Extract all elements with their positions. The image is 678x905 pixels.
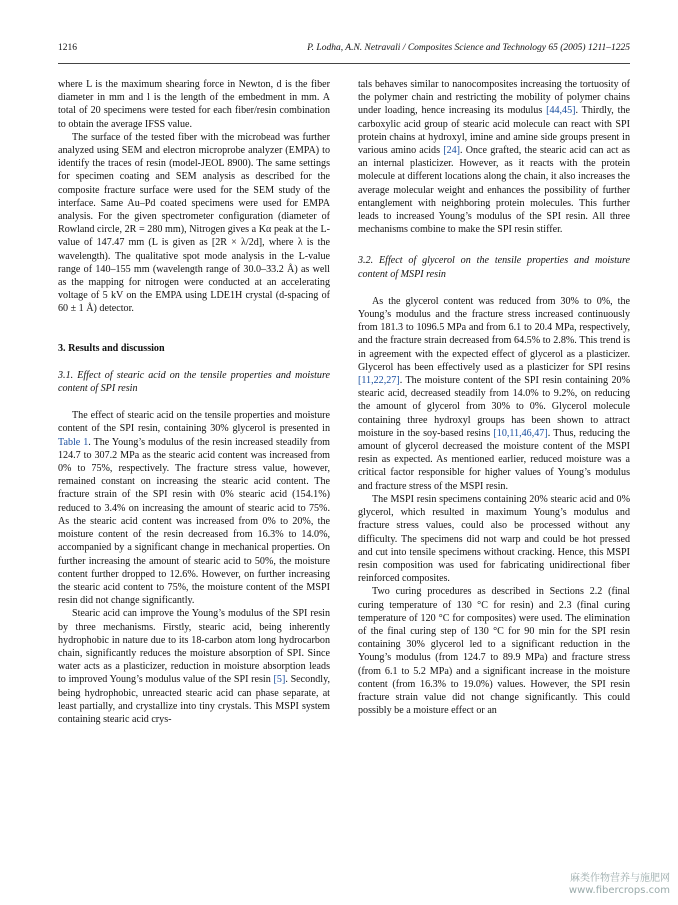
paragraph-text: . Thus, reducing the amount of glycerol decreased the moisture content of the MSPI resin as expected. As mentioned earlier, reduced moisture was a critical factor responsible for higher values of Young’s modulus and fracture stress of the MSPI resin.	[358, 427, 630, 492]
paragraph: The MSPI resin specimens containing 20% stearic acid and 0% glycerol, which resulted in maximum Young’s modulus and fracture stress values, could also be processed without any difficulty. The specimens did not warp and could be hot pressed and cut into tensile specimens without cracking. Hence, this MSPI resin composition was used for fabricating unidirectional fiber reinforced composites.	[358, 493, 630, 585]
paragraph-text: . Once grafted, the stearic acid can act as an internal plasticizer. However, as it reacts with the protein molecule at different locations along the chain, it also increases the average molecular weight and enhances the possibility of further entanglement with neighboring protein molecules. This further leads to increased Young’s modulus of the SPI resin. All three mechanisms combine to make the SPI resin stiffer.	[358, 145, 630, 236]
paragraph	[58, 409, 330, 607]
paragraph-text: . Thirdly, the carboxylic acid group of stearic acid molecule can react with SPI protein chains at hydroxyl, imine and amine side groups present in various amino acids	[358, 105, 630, 157]
running-header	[58, 43, 630, 57]
paragraph: The surface of the tested fiber with the microbead was further analyzed using SEM and electron microprobe analyzer (EMPA) to identify the traces of resin (model-JEOL 8900). The same settings for specimen coating and SEM analysis as described for the composite fracture surface were used for the SEM study of the interface. Same Au–Pd coated specimens were used for EMPA analysis. For the given spectrometer configuration (diameter of Rowland circle, 2R = 280 mm), Nitrogen gives a Kα peak at the L-value of 147.47 mm (L is given as [2R × λ/2d], where λ is the wavelength). The qualitative spot mode analysis in the L-value range of 140–155 mm (wavelength range of 30.0–33.2 Å) as well as the mapping for nitrogen were conducted at an accelerating voltage of 5 kV on the EMPA using LDE1H crystal (d-spacing of 60 ± 1 Å) detector.	[58, 131, 330, 315]
paragraph	[58, 607, 330, 726]
subsection-heading: 3.2. Effect of glycerol on the tensile properties and moisture content of MSPI resin	[358, 255, 630, 280]
paragraph-text: Stearic acid can improve the Young’s modulus of the SPI resin by three mechanisms. Firstly, stearic acid, being inherently hydrophobic in nature due to its 18-carbon atom long hydrocarbon chain, significantly reduces the moisture absorption of SPI. Since water acts as a plasticizer, reduction in moisture absorption leads to improved Young’s modulus value of the SPI resin	[58, 608, 330, 686]
paragraph-text: tals behaves similar to nanocomposites increasing the tortuosity of the polymer chain and restricting the mobility of polymer chains under loading, hence increasing its modulus	[358, 79, 630, 117]
citation-link[interactable]: [44,45]	[546, 105, 576, 117]
page-number: 1216	[58, 43, 77, 53]
citation-link[interactable]: [10,11,46,47]	[493, 427, 548, 439]
paragraph: Two curing procedures as described in Sections 2.2 (final curing temperature of 130 °C for resin) and 2.3 (final curing temperature of 120 °C for composites) were used. The elimination of the final curing step of 130 °C for 90 min for the SPI resin containing 30% glycerol led to a significant reduction in the Young’s modulus (from 124.7 to 89.9 MPa) and fracture stress (from 6.1 to 5.2 MPa) and a significant increase in the moisture content (from 16.3% to 19.0%) values. However, the SPI resin fracture strain value did not change significantly. This could possibly be a moisture effect or an	[358, 586, 630, 717]
paragraph	[358, 78, 630, 236]
paragraph	[358, 295, 630, 493]
paragraph-text: . The moisture content of the SPI resin containing 20% stearic acid, decreased steadily from 14.0% to 9.2%, on reducing the amount of glycerol from 30% to 0%. Glycerol molecule containing three hydroxyl groups has been shown to attract moisture in the soy-based resins	[358, 375, 630, 439]
right-column	[358, 78, 630, 717]
citation-link[interactable]: [5]	[273, 674, 286, 686]
running-title: P. Lodha, A.N. Netravali / Composites Science and Technology 65 (2005) 1211–1225	[307, 43, 630, 53]
paragraph: where L is the maximum shearing force in Newton, d is the fiber diameter in mm and l is the length of the embedment in mm. A total of 20 specimens were tested for each fiber/resin combination to obtain the average IFSS value.	[58, 79, 330, 130]
paragraph-text: . Secondly, being hydrophobic, unreacted stearic acid can phase separate, at least partially, and crystallize into tiny crystals. This MSPI system containing stearic acid crys-	[58, 674, 331, 725]
header-rule	[58, 63, 630, 64]
table-link[interactable]: Table 1	[58, 436, 89, 448]
watermark-line: www.fibercrops.com	[568, 885, 670, 896]
citation-link[interactable]: [24]	[443, 145, 461, 157]
paragraph-text: The effect of stearic acid on the tensile properties and moisture content of the SPI resin, containing 30% glycerol is presented in	[58, 410, 330, 435]
watermark-line: 麻类作物营养与施肥网	[570, 873, 670, 884]
paragraph-text: As the glycerol content was reduced from 30% to 0%, the Young’s modulus and the fracture stress increased continuously from 181.3 to 1096.5 MPa and from 6.1 to 20.4 MPa, respectively, and the fracture strain decreased from 64.5% to 2.8%. This trend is in agreement with the expected effect of glycerol as a plasticizer. Glycerol has been effectively used as a plasticizer for SPI resins	[358, 295, 630, 373]
subsection-heading: 3.1. Effect of stearic acid on the tensile properties and moisture content of SPI resin	[58, 369, 330, 395]
site-watermark	[569, 873, 670, 897]
paragraph-text: . The Young’s modulus of the resin increased steadily from 124.7 to 307.2 MPa as the stearic acid content was increased from 0% to 75%, respectively. The fracture stress value, however, remained constant on increasing the stearic acid content. The fracture strain of the SPI resin with 0% stearic acid (154.1%) reduced to 3.4% on increasing the amount of stearic acid to 75%. As the stearic acid content was increased from 0% to 20%, the moisture content of the resin decreased from 16.3% to 14.0%, accompanied by a significant change in mechanical properties. On further increasing the amount of stearic acid to 50%, the moisture content further dropped to 12.6%. However, on further increasing the stearic acid content to 75%, the moisture content of the MSPI resin did not change significantly.	[58, 436, 330, 607]
left-column	[58, 78, 330, 726]
citation-link[interactable]: [11,22,27]	[358, 375, 400, 387]
section-heading: 3. Results and discussion	[58, 342, 165, 354]
